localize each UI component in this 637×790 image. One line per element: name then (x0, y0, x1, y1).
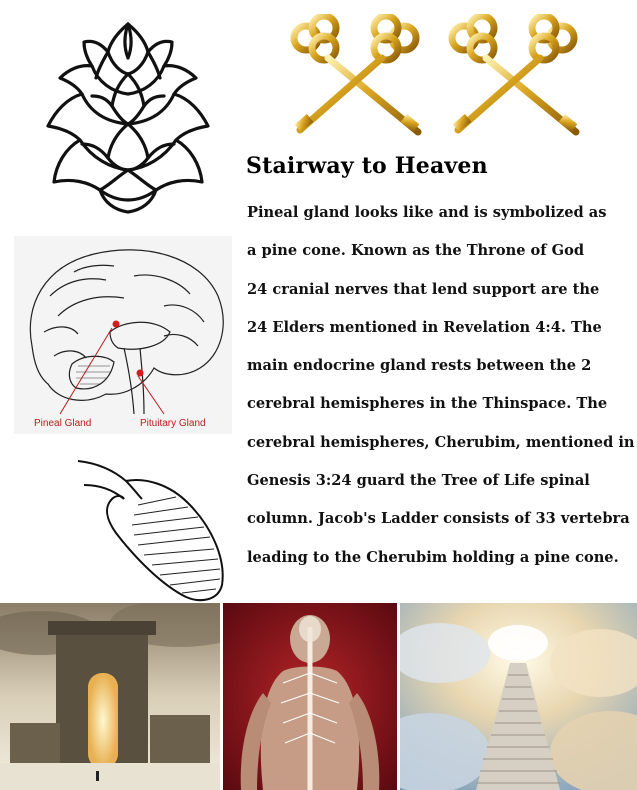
body-line: Pineal gland looks like and is symbolized as (247, 204, 607, 221)
page-title: Stairway to Heaven (246, 153, 488, 179)
body-line: Genesis 3:24 guard the Tree of Life spinal (247, 472, 590, 490)
pituitary-gland-label: Pituitary Gland (140, 418, 206, 429)
heaven-gate-photo (0, 603, 220, 790)
body-line: main endocrine gland rests between the 2 (247, 357, 592, 375)
body-text (247, 198, 635, 581)
body-line: 24 cranial nerves that lend support are the (247, 280, 600, 298)
brain-diagram (14, 236, 232, 434)
body-line: leading to the Cherubim holding a pine cone. (247, 548, 619, 566)
body-line: column. Jacob's Ladder consists of 33 vertebra (247, 510, 630, 528)
pineal-gland-sketch (76, 455, 236, 603)
crossed-keys-image (280, 14, 450, 144)
pine-cone-drawing (38, 18, 218, 216)
body-line: 24 Elders mentioned in Revelation 4:4. The (247, 318, 602, 336)
pineal-gland-label: Pineal Gland (34, 418, 92, 429)
human-spine-photo (223, 603, 397, 790)
body-line: cerebral hemispheres, Cherubim, mentioned in (247, 433, 635, 451)
stairway-to-heaven-photo (400, 603, 637, 790)
body-line: a pine cone. Known as the Throne of God (247, 242, 585, 260)
crossed-keys-image (438, 14, 608, 144)
body-line: cerebral hemispheres in the Thinspace. The (247, 395, 608, 413)
